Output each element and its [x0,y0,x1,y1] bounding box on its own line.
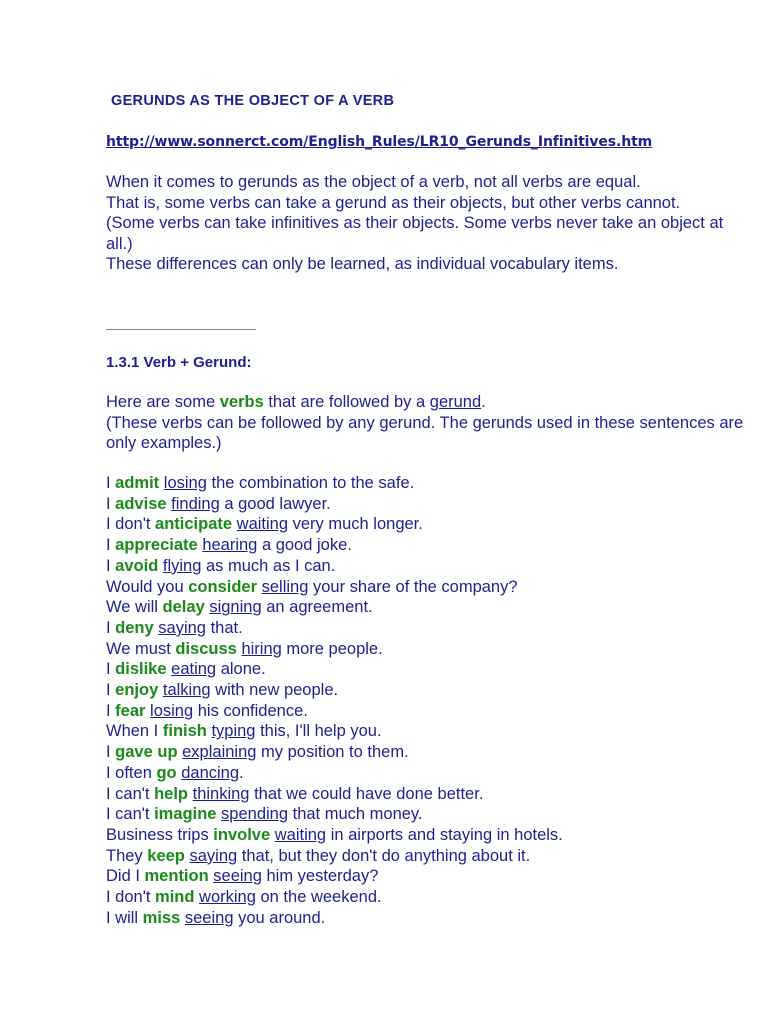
sentence-prefix: We will [106,598,163,617]
example-sentence [106,659,746,680]
sentence-suffix: . [239,763,244,782]
gerund-link[interactable]: explaining [182,743,257,762]
gerund-link[interactable]: gerund [429,393,482,411]
example-sentence [106,866,746,887]
lead-note: (These verbs can be followed by any gerund. The gerunds used in these sentences are only examples.) [106,413,744,452]
sentence-prefix: I [106,618,116,637]
sentence-suffix: alone. [216,660,266,679]
intro-line: When it comes to gerunds as the object of a verb, not all verbs are equal. [106,173,641,191]
lead-paragraph [106,392,746,454]
sentence-prefix: When I [106,722,163,741]
example-sentence [106,763,746,784]
sentence-prefix: I [106,681,116,700]
example-sentence [106,494,746,515]
sentence-suffix: that much money. [288,805,423,824]
sentence-prefix: I don't [106,515,156,534]
example-sentence [106,597,746,618]
sentence-suffix: the combination to the safe. [206,474,415,492]
verb-word: delay [162,598,205,617]
sentence-suffix: a good joke. [257,536,352,555]
gerund-link[interactable]: signing [209,598,262,617]
lead-sentence [106,392,746,413]
section-divider [106,329,256,330]
gerund-link[interactable]: losing [150,701,194,720]
sentence-suffix: that we could have done better. [249,784,484,803]
lead-verbs-word: verbs [219,393,264,411]
gerund-link[interactable]: saying [189,846,238,865]
sentence-suffix: my position to them. [256,743,409,762]
verb-word: miss [142,908,181,927]
sentence-suffix: in airports and staying in hotels. [326,825,563,844]
sentence-suffix: an agreement. [261,598,373,617]
gerund-link[interactable]: working [199,888,256,907]
sentence-suffix: with new people. [210,681,339,700]
gerund-link[interactable]: typing [211,722,256,741]
gerund-link[interactable]: selling [261,577,309,596]
intro-line: These differences can only be learned, as individual vocabulary items. [106,255,619,273]
example-sentence [106,784,746,805]
sentence-prefix: I [106,556,116,575]
example-sentence [106,721,746,742]
sentence-suffix: that. [205,618,243,637]
example-sentence [106,639,746,660]
lead-before: Here are some [106,393,220,411]
gerund-link[interactable]: seeing [184,908,234,927]
sentence-prefix: Did I [106,867,145,886]
sentence-prefix: I [106,660,116,679]
sentence-prefix: I can't [106,805,155,824]
gerund-link[interactable]: flying [162,556,202,575]
sentence-prefix: I will [106,908,143,927]
example-list [106,473,746,928]
intro-paragraph [106,172,746,275]
verb-word: consider [188,577,258,596]
intro-line: That is, some verbs can take a gerund as their objects, but other verbs cannot. [106,193,681,212]
lead-middle: that are followed by a [263,393,430,411]
verb-word: appreciate [115,536,198,555]
sentence-suffix: you around. [233,908,326,927]
verb-word: fear [115,701,146,720]
sentence-suffix: your share of the company? [308,577,518,596]
sentence-suffix: on the weekend. [255,888,382,907]
example-sentence [106,825,746,846]
verb-word: admit [115,474,160,492]
sentence-prefix: I [106,474,116,492]
gerund-link[interactable]: thinking [192,784,250,803]
sentence-suffix: this, I'll help you. [255,722,382,741]
example-sentence [106,618,746,639]
verb-word: go [156,763,177,782]
example-sentence [106,556,746,577]
verb-word: mention [144,867,209,886]
example-sentence [106,535,746,556]
example-sentence [106,577,746,598]
verb-word: gave up [115,743,178,762]
source-link[interactable]: http://www.sonnerct.com/English_Rules/LR10_Gerunds_Infinitives.htm [106,134,653,150]
sentence-prefix: I don't [106,888,156,907]
gerund-link[interactable]: spending [221,805,289,824]
example-sentence [106,473,746,494]
gerund-link[interactable]: saying [158,618,206,637]
sentence-prefix: I [106,494,116,513]
example-sentence [106,514,746,535]
sentence-prefix: We must [106,639,176,658]
gerund-link[interactable]: seeing [213,867,262,886]
example-sentence [106,908,746,929]
verb-word: keep [147,846,185,865]
gerund-link[interactable]: talking [162,681,211,700]
sentence-suffix: him yesterday? [261,867,379,886]
verb-word: mind [155,888,195,907]
gerund-link[interactable]: waiting [274,825,327,844]
gerund-link[interactable]: eating [171,660,217,679]
gerund-link[interactable]: hiring [241,639,282,658]
sentence-suffix: his confidence. [193,701,308,720]
verb-word: enjoy [115,681,159,700]
example-sentence [106,846,746,867]
example-sentence [106,887,746,908]
example-sentence [106,701,746,722]
verb-word: anticipate [155,515,233,534]
sentence-suffix: very much longer. [288,515,423,534]
example-sentence [106,804,746,825]
verb-word: deny [115,618,154,637]
example-sentence [106,742,746,763]
gerund-link[interactable]: hearing [202,536,258,555]
verb-word: avoid [115,556,159,575]
sentence-prefix: I [106,743,116,762]
lead-after: . [481,393,486,411]
gerund-link[interactable]: waiting [236,515,289,534]
sentence-suffix: more people. [281,639,383,658]
sentence-suffix: as much as I can. [201,556,336,575]
verb-word: advise [115,494,167,513]
sentence-suffix: that, but they don't do anything about it. [237,846,531,865]
intro-line: (Some verbs can take infinitives as their objects. Some verbs never take an object at all.) [106,214,724,253]
example-sentence [106,680,746,701]
sentence-prefix: They [106,846,148,865]
sentence-prefix: I can't [106,784,155,803]
sentence-prefix: I often [106,763,157,782]
gerund-link[interactable]: finding [171,494,220,513]
gerund-link[interactable]: dancing [181,763,240,782]
verb-word: finish [162,722,207,741]
gerund-link[interactable]: losing [163,474,207,492]
verb-word: help [154,784,189,803]
page-title: GERUNDS AS THE OBJECT OF A VERB [111,93,395,109]
verb-word: involve [213,825,271,844]
verb-word: imagine [154,805,217,824]
sentence-prefix: I [106,536,116,555]
sentence-prefix: Would you [106,577,189,596]
sentence-prefix: Business trips [106,825,214,844]
sentence-prefix: I [106,701,116,720]
section-heading: 1.3.1 Verb + Gerund: [106,354,252,371]
verb-word: discuss [175,639,237,658]
sentence-suffix: a good lawyer. [219,494,331,513]
verb-word: dislike [115,660,167,679]
